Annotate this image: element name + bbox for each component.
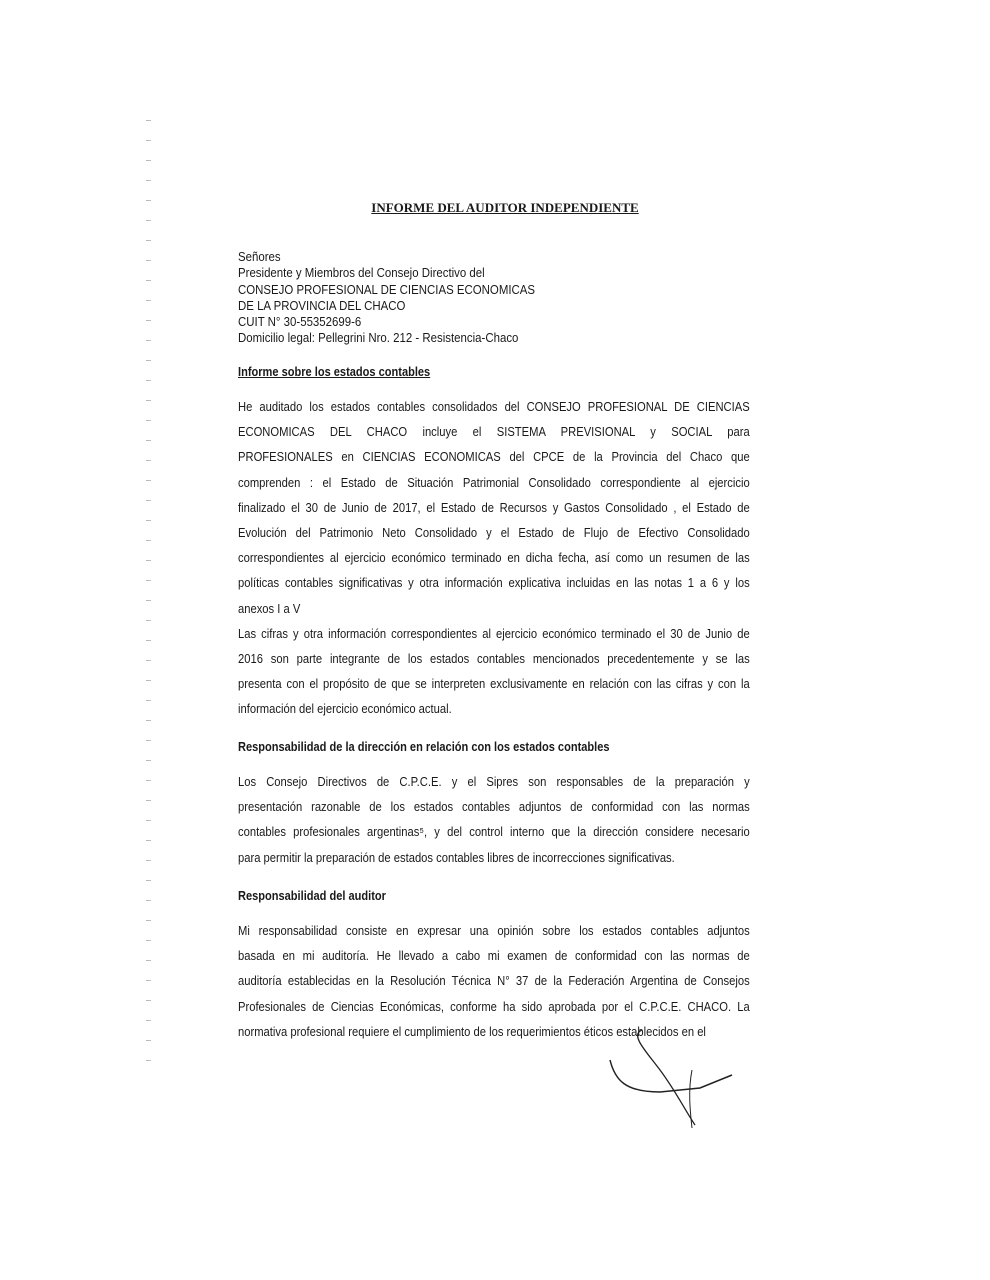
addressee-block [238,249,784,347]
paragraph-line: correspondientes al ejercicio económico terminado en dicha fecha, así como un resumen de las [238,550,750,566]
paragraph-line: basada en mi auditoría. He llevado a cabo mi examen de conformidad con las normas de [238,948,750,964]
paragraph-line: auditoría establecidas en la Resolución Técnica N° 37 de la Federación Argentina de Consejos [238,973,750,989]
section-informe [238,364,750,721]
paragraph-line: comprenden : el Estado de Situación Patrimonial Consolidado correspondiente al ejercicio [238,474,750,490]
paragraph-line: Los Consejo Directivos de C.P.C.E. y el Sipres son responsables de la preparación y [238,774,750,789]
address-line: Presidente y Miembros del Consejo Directivo del [238,265,485,281]
section-heading: Informe sobre los estados contables [238,364,431,379]
paragraph-line: finalizado el 30 de Junio de 2017, el Estado de Recursos y Gastos Consolidado , el Estado de [238,499,750,515]
paragraph-line: anexos I a V [238,600,301,616]
paragraph-line: presentación razonable de los estados contables adjuntos de conformidad con las normas [238,799,750,815]
address-line: CUIT N° 30-55352699-6 [238,314,362,330]
address-line: CONSEJO PROFESIONAL DE CIENCIAS ECONOMICAS [238,281,536,297]
paragraph-line: 2016 son parte integrante de los estados contables mencionados precedentemente y se las [238,650,750,666]
section-heading: Responsabilidad de la dirección en relación con los estados contables [238,739,610,754]
paragraph-line: políticas contables significativas y otra información explicativa incluidas en las notas 1 a 6 y los [238,575,750,591]
signature [600,1030,750,1130]
paragraph-line: Las cifras y otra información correspondientes al ejercicio económico terminado el 30 de Junio de [238,625,750,641]
address-line: Señores [238,249,281,264]
paragraph-line: He auditado los estados contables consolidados del CONSEJO PROFESIONAL DE CIENCIAS [238,399,750,414]
address-line: DE LA PROVINCIA DEL CHACO [238,297,406,313]
section-responsabilidad-direccion [238,739,750,870]
paragraph-line: información del ejercicio económico actual. [238,701,452,717]
document-title: INFORME DEL AUDITOR INDEPENDIENTE [371,200,639,215]
paragraph-line: PROFESIONALES en CIENCIAS ECONOMICAS del CPCE de la Provincia del Chaco que [238,449,750,465]
paragraph-line: Evolución del Patrimonio Neto Consolidado y el Estado de Flujo de Efectivo Consolidado [238,524,750,540]
address-line: Domicilio legal: Pellegrini Nro. 212 - Resistencia-Chaco [238,330,519,346]
paragraph-line: Profesionales de Ciencias Económicas, conforme ha sido aprobada por el C.P.C.E. CHACO. La [238,998,750,1014]
section-heading: Responsabilidad del auditor [238,888,386,903]
section-responsabilidad-auditor [238,888,750,1044]
paragraph-line: para permitir la preparación de estados contables libres de incorrecciones significativas. [238,849,675,865]
paragraph-line: contables profesionales argentinas⁵, y del control interno que la dirección considere necesario [238,824,750,840]
paragraph-line: presenta con el propósito de que se interpreten exclusivamente en relación con las cifras y con la [238,676,750,692]
paragraph-line: Mi responsabilidad consiste en expresar una opinión sobre los estados contables adjuntos [238,923,750,938]
paragraph-line: ECONOMICAS DEL CHACO incluye el SISTEMA PREVISIONAL y SOCIAL para [238,424,750,440]
margin-marks [146,120,154,1080]
paragraph-line: normativa profesional requiere el cumplimiento de los requerimientos éticos establecidos en el [238,1023,706,1039]
